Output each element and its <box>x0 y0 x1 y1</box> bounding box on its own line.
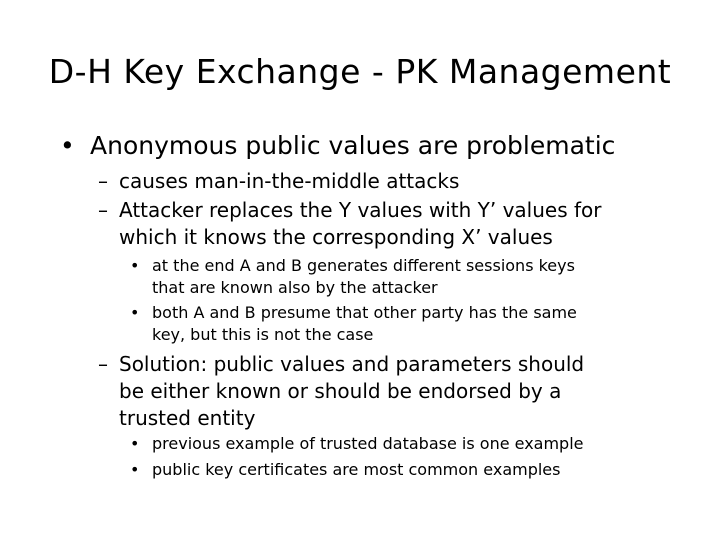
detail-text: at the end A and B generates different sessions keys that are known also by the attacker <box>152 256 575 297</box>
bullet-icon: • <box>130 256 140 275</box>
bullet-icon: • <box>60 131 75 160</box>
sub-item-text: Solution: public values and parameters should be either known or should be endorsed by a trusted entity <box>119 352 585 430</box>
detail-text: both A and B presume that other party has the same key, but this is not the case <box>152 303 577 344</box>
detail-text: public key certificates are most common examples <box>152 460 561 479</box>
bullet-text: Anonymous public values are problematic <box>90 131 616 160</box>
dash-icon: – <box>98 352 108 376</box>
detail-text: previous example of trusted database is one example <box>152 434 584 453</box>
bullet-icon: • <box>130 460 140 479</box>
dash-icon: – <box>98 169 108 193</box>
slide-title: D-H Key Exchange - PK Management <box>48 52 672 91</box>
sub-item-text: Attacker replaces the Y values with Y’ values for which it knows the corresponding X’ values <box>119 198 602 249</box>
dash-icon: – <box>98 198 108 222</box>
bullet-icon: • <box>130 434 140 453</box>
bullet-icon: • <box>130 303 140 322</box>
sub-item-text: causes man-in-the-middle attacks <box>119 169 460 193</box>
